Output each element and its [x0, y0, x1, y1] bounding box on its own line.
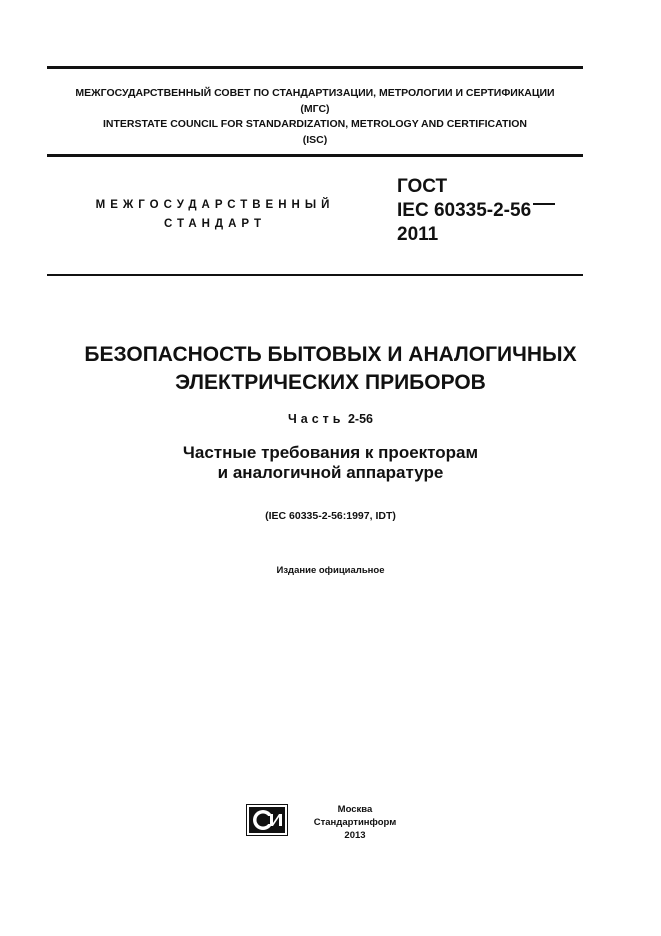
part-number: 2-56: [347, 412, 373, 426]
standartinform-logo-icon: [246, 804, 288, 836]
gost-year: 2011: [397, 224, 439, 245]
document-subtitle: [20, 443, 641, 483]
standard-kind-line1: МЕЖГОСУДАРСТВЕННЫЙ: [95, 199, 335, 211]
designation-dash: [533, 203, 555, 205]
designation-bottom-rule: [47, 274, 583, 276]
council-header: [47, 86, 583, 148]
publisher-name: Стандартинформ: [313, 817, 397, 828]
edition-note: Издание официальное: [276, 565, 385, 576]
council-name-ru: МЕЖГОСУДАРСТВЕННЫЙ СОВЕТ ПО СТАНДАРТИЗАЦИИ, МЕТРОЛОГИИ И СЕРТИФИКАЦИИ: [75, 87, 555, 99]
part-word: Часть: [287, 412, 345, 426]
publisher-block: [300, 803, 410, 842]
iec-reference: (IEC 60335-2-56:1997, IDT): [265, 510, 396, 522]
standard-kind-line2: СТАНДАРТ: [164, 218, 266, 230]
council-abbr-ru: (МГС): [300, 102, 330, 115]
gost-designation: [397, 175, 555, 247]
title-line1: БЕЗОПАСНОСТЬ БЫТОВЫХ И АНАЛОГИЧНЫХ: [84, 343, 577, 366]
part-heading: [20, 412, 641, 426]
gost-number: IEC 60335-2-56: [397, 200, 532, 221]
subtitle-line1: Частные требования к проекторам: [182, 443, 479, 462]
top-rule: [47, 66, 583, 69]
subtitle-line2: и аналогичной аппаратуре: [217, 463, 444, 482]
document-title: [20, 341, 641, 397]
council-abbr-en: (ISC): [302, 133, 328, 146]
publisher-year: 2013: [344, 830, 366, 841]
title-line2: ЭЛЕКТРИЧЕСКИХ ПРИБОРОВ: [175, 371, 486, 394]
council-name-en: INTERSTATE COUNCIL FOR STANDARDIZATION, METROLOGY AND CERTIFICATION: [102, 118, 528, 130]
gost-label: ГОСТ: [397, 176, 448, 197]
publisher-city: Москва: [337, 804, 373, 815]
header-bottom-rule: [47, 154, 583, 157]
standard-kind: [80, 196, 350, 234]
